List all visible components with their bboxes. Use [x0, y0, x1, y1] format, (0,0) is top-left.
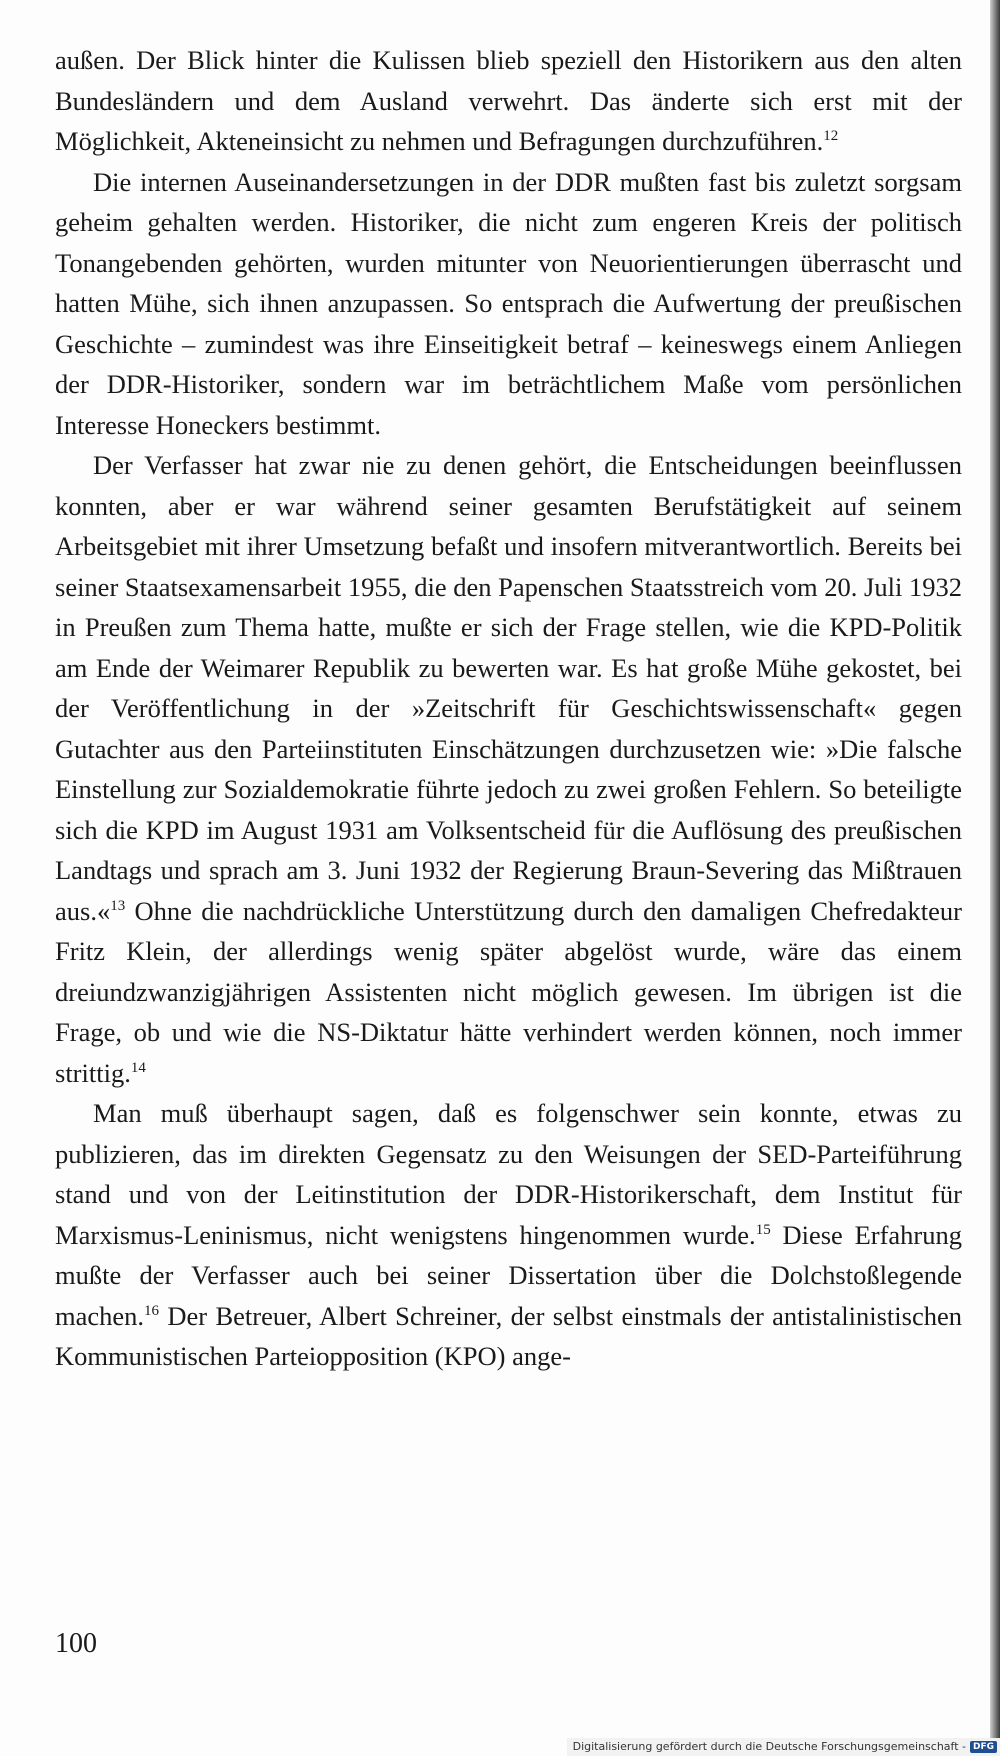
paragraph	[55, 1093, 962, 1377]
footnote-reference[interactable]: 13	[110, 897, 126, 914]
footnote-reference[interactable]: 12	[823, 128, 839, 144]
paragraph-text: Man muß überhaupt sagen, daß es folgenschwer sein konnte, etwas zu publizieren, das im direkten Gegensatz zu den Weisungen der SED-Parteiführung stand und von der Leitinstitution der DDR-Historikerschaft, dem Institut für Marxismus-Leninismus, nicht wenigstens hingenommen wurde.	[55, 1098, 962, 1250]
footer-credit-text: Digitalisierung gefördert durch die Deutsche Forschungsgemeinschaft -	[572, 1740, 966, 1753]
page-edge-shadow	[990, 0, 1000, 1740]
paragraph-text: Ohne die nachdrückliche Unterstützung durch den damaligen Chefredakteur Fritz Klein, der allerdings wenig später abgelöst wurde, wäre das einem dreiundzwanzigjährigen Assistenten nicht möglich gewesen. Im übrigen ist die Frage, ob und wie die NS-Diktatur hätte verhindert werden können, noch immer strittig.	[55, 895, 962, 1088]
footnote-reference[interactable]: 15	[755, 1221, 771, 1238]
footnote-reference[interactable]: 14	[130, 1059, 146, 1076]
paragraph	[55, 445, 962, 1093]
digitization-footer	[567, 1738, 1000, 1756]
footnote-reference[interactable]: 16	[144, 1302, 160, 1319]
body-text	[55, 40, 962, 1377]
page-number: 100	[55, 1628, 97, 1659]
paragraph-text: Diese Erfahrung mußte der Verfasser auch bei seiner Dissertation über die Dolchstoßlegende machen.	[55, 1219, 962, 1331]
paragraph-text: außen. Der Blick hinter die Kulissen blieb speziell den Historikern aus den alten Bundesländern und dem Ausland verwehrt. Das änderte sich erst mit der Möglichkeit, Akteneinsicht zu nehmen und Befragungen durchzuführen.	[55, 45, 962, 156]
paragraph-text: Die internen Auseinandersetzungen in der DDR mußten fast bis zuletzt sorgsam geheim gehalten werden. Historiker, die nicht zum engeren Kreis der politisch Tonangebenden gehörten, wurden mitunter von Neuorientierungen überrascht und hatten Mühe, sich ihnen anzupassen. So entsprach die Aufwertung der preußischen Geschichte – zumindest was ihre Einseitigkeit betraf – keineswegs einem Anliegen der DDR-Historiker, sondern war im beträchtlichem Maße vom persönlichen Interesse Honeckers bestimmt.	[55, 166, 962, 440]
paragraph	[55, 162, 962, 446]
dfg-logo-icon: DFG	[970, 1741, 997, 1753]
paragraph-text: Der Betreuer, Albert Schreiner, der selbst einstmals der antistalinistischen Kommunistischen Parteiopposition (KPO) ange-	[55, 1300, 962, 1371]
paragraph-text: Der Verfasser hat zwar nie zu denen gehört, die Entscheidungen beeinflussen konnten, aber er war während seiner gesamten Berufstätigkeit auf seinem Arbeitsgebiet mit ihrer Umsetzung befaßt und insofern mitverantwortlich. Bereits bei seiner Staatsexamensarbeit 1955, die den Papenschen Staatsstreich vom 20. Juli 1932 in Preußen zum Thema hatte, mußte er sich der Frage stellen, wie die KPD-Politik am Ende der Weimarer Republik zu bewerten war. Es hat große Mühe gekostet, bei der Veröffentlichung in der »Zeitschrift für Geschichtswissenschaft« gegen Gutachter aus den Parteiinstituten Einschätzungen durchzusetzen wie: »Die falsche Einstellung zur Sozialdemokratie führte jedoch zu zwei großen Fehlern. So beteiligte sich die KPD im August 1931 am Volksentscheid für die Auflösung des preußischen Landtags und sprach am 3. Juni 1932 der Regierung Braun-Severing das Mißtrauen aus.«	[55, 450, 962, 926]
paragraph	[55, 40, 962, 162]
